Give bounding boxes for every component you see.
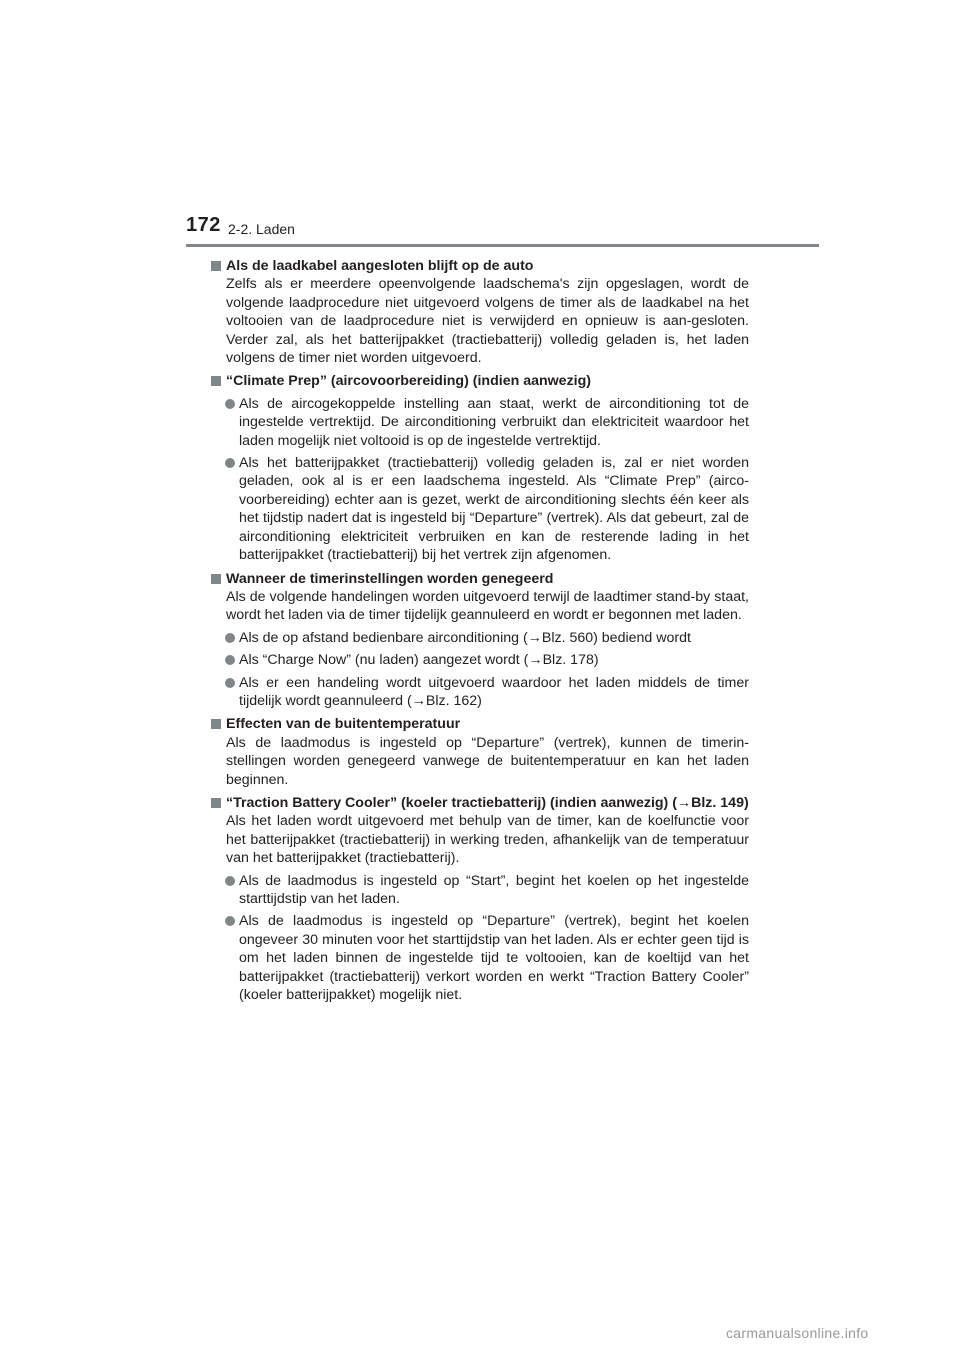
- circle-bullet-icon: [225, 399, 235, 409]
- list-item-text: Als de aircogekoppelde instelling aan staat, werkt de airconditioning tot de ingestelde vertrektijd. De airconditioning verbruikt dan elektriciteit waardoor het laden mogelijk niet voltooid is op de ingestelde vertrektijd.: [239, 395, 749, 449]
- list-item-text: Als het batterijpakket (tractiebatterij) volledig geladen is, zal er niet worden geladen, ook al is er een laadschema ingesteld. Als “Climate Prep” (airco-voorbereiding) echter aan is gezet, werkt de airconditioning slechts één keer als het tijdstip nadert dat is ingesteld bij “Departure” (vertrek). Als dat gebeurt, zal de airconditioning elektriciteit verbruiken en kan de resterende lading in het batterijpakket (tractiebatterij) bij het vertrek zijn afgenomen.: [239, 455, 749, 564]
- paragraph: Zelfs als er meerdere opeenvolgende laadschema's zijn opgeslagen, wordt de volgende laadprocedure niet uitgevoerd volgens de timer als de laadkabel na het voltooien van de laadprocedure niet is verwijderd en opnieuw is aan-gesloten. Verder zal, als het batterijpakket (tractiebatterij) volledig geladen is, het laden volgens de timer niet worden uitgevoerd.: [226, 276, 749, 367]
- list-item-text: Als de op afstand bedienbare airconditioning (→Blz. 560) bediend wordt: [239, 629, 691, 646]
- list-item: [209, 912, 749, 1004]
- list-item-text: Als de laadmodus is ingesteld op “Departure” (vertrek), begint het koelen ongeveer 30 minuten voor het starttijdstip van het laden. Als er echter geen tijd is om het laden binnen de ingestelde tijd te voltooien, kan de koeltijd van het batterijpakket (tractiebatterij) verkort worden en werkt “Traction Battery Cooler” (koeler batterijpakket) mogelijk niet.: [239, 913, 749, 1004]
- list-item: [209, 454, 749, 564]
- watermark: carmanualsonline.info: [726, 1325, 869, 1341]
- heading-text: Effecten van de buitentemperatuur: [226, 716, 461, 733]
- section-heading: [209, 570, 749, 588]
- header-divider: [186, 244, 819, 247]
- paragraph: Als de laadmodus is ingesteld op “Departure” (vertrek), kunnen de timerin-stellingen worden genegeerd vanwege de buitentemperatuur en kan het laden beginnen.: [226, 734, 749, 788]
- square-bullet-icon: [211, 376, 221, 386]
- square-bullet-icon: [211, 261, 221, 271]
- section-title: 2-2. Laden: [228, 221, 295, 237]
- heading-text: “Traction Battery Cooler” (koeler tractiebatterij) (indien aanwezig) (→Blz. 149): [226, 794, 749, 811]
- heading-text: Wanneer de timerinstellingen worden genegeerd: [226, 570, 554, 587]
- circle-bullet-icon: [225, 678, 235, 688]
- section-heading: [209, 257, 749, 275]
- paragraph: Als het laden wordt uitgevoerd met behulp van de timer, kan de koelfunctie voor het batterijpakket (tractiebatterij) in werking treden, afhankelijk van de temperatuur van het batterijpakket (tractiebatterij).: [226, 813, 749, 867]
- heading-text: “Climate Prep” (aircovoorbereiding) (indien aanwezig): [226, 373, 591, 390]
- circle-bullet-icon: [225, 633, 235, 643]
- section-heading: [209, 372, 749, 390]
- page-number: 172: [186, 214, 221, 236]
- list-item: [209, 674, 749, 711]
- list-item-text: Als “Charge Now” (nu laden) aangezet wordt (→Blz. 178): [239, 652, 599, 669]
- heading-text: Als de laadkabel aangesloten blijft op de auto: [226, 258, 534, 274]
- square-bullet-icon: [211, 719, 221, 729]
- list-item: [209, 872, 749, 909]
- section-heading: [209, 715, 749, 733]
- list-item-text: Als er een handeling wordt uitgevoerd waardoor het laden middels de timer tijdelijk wordt geannuleerd (→Blz. 162): [239, 674, 749, 709]
- list-item: [209, 629, 749, 647]
- paragraph: Als de volgende handelingen worden uitgevoerd terwijl de laadtimer stand-by staat, wordt het laden via de timer tijdelijk geannuleerd en wordt er begonnen met laden.: [226, 588, 749, 624]
- square-bullet-icon: [211, 798, 221, 808]
- square-bullet-icon: [211, 574, 221, 584]
- circle-bullet-icon: [225, 458, 235, 468]
- page-content: [209, 257, 749, 1004]
- list-item: [209, 651, 749, 669]
- circle-bullet-icon: [225, 655, 235, 665]
- circle-bullet-icon: [225, 916, 235, 926]
- circle-bullet-icon: [225, 876, 235, 886]
- list-item-text: Als de laadmodus is ingesteld op “Start”, begint het koelen op het ingestelde starttijdstip van het laden.: [239, 872, 749, 907]
- section-heading: [209, 794, 749, 812]
- list-item: [209, 395, 749, 450]
